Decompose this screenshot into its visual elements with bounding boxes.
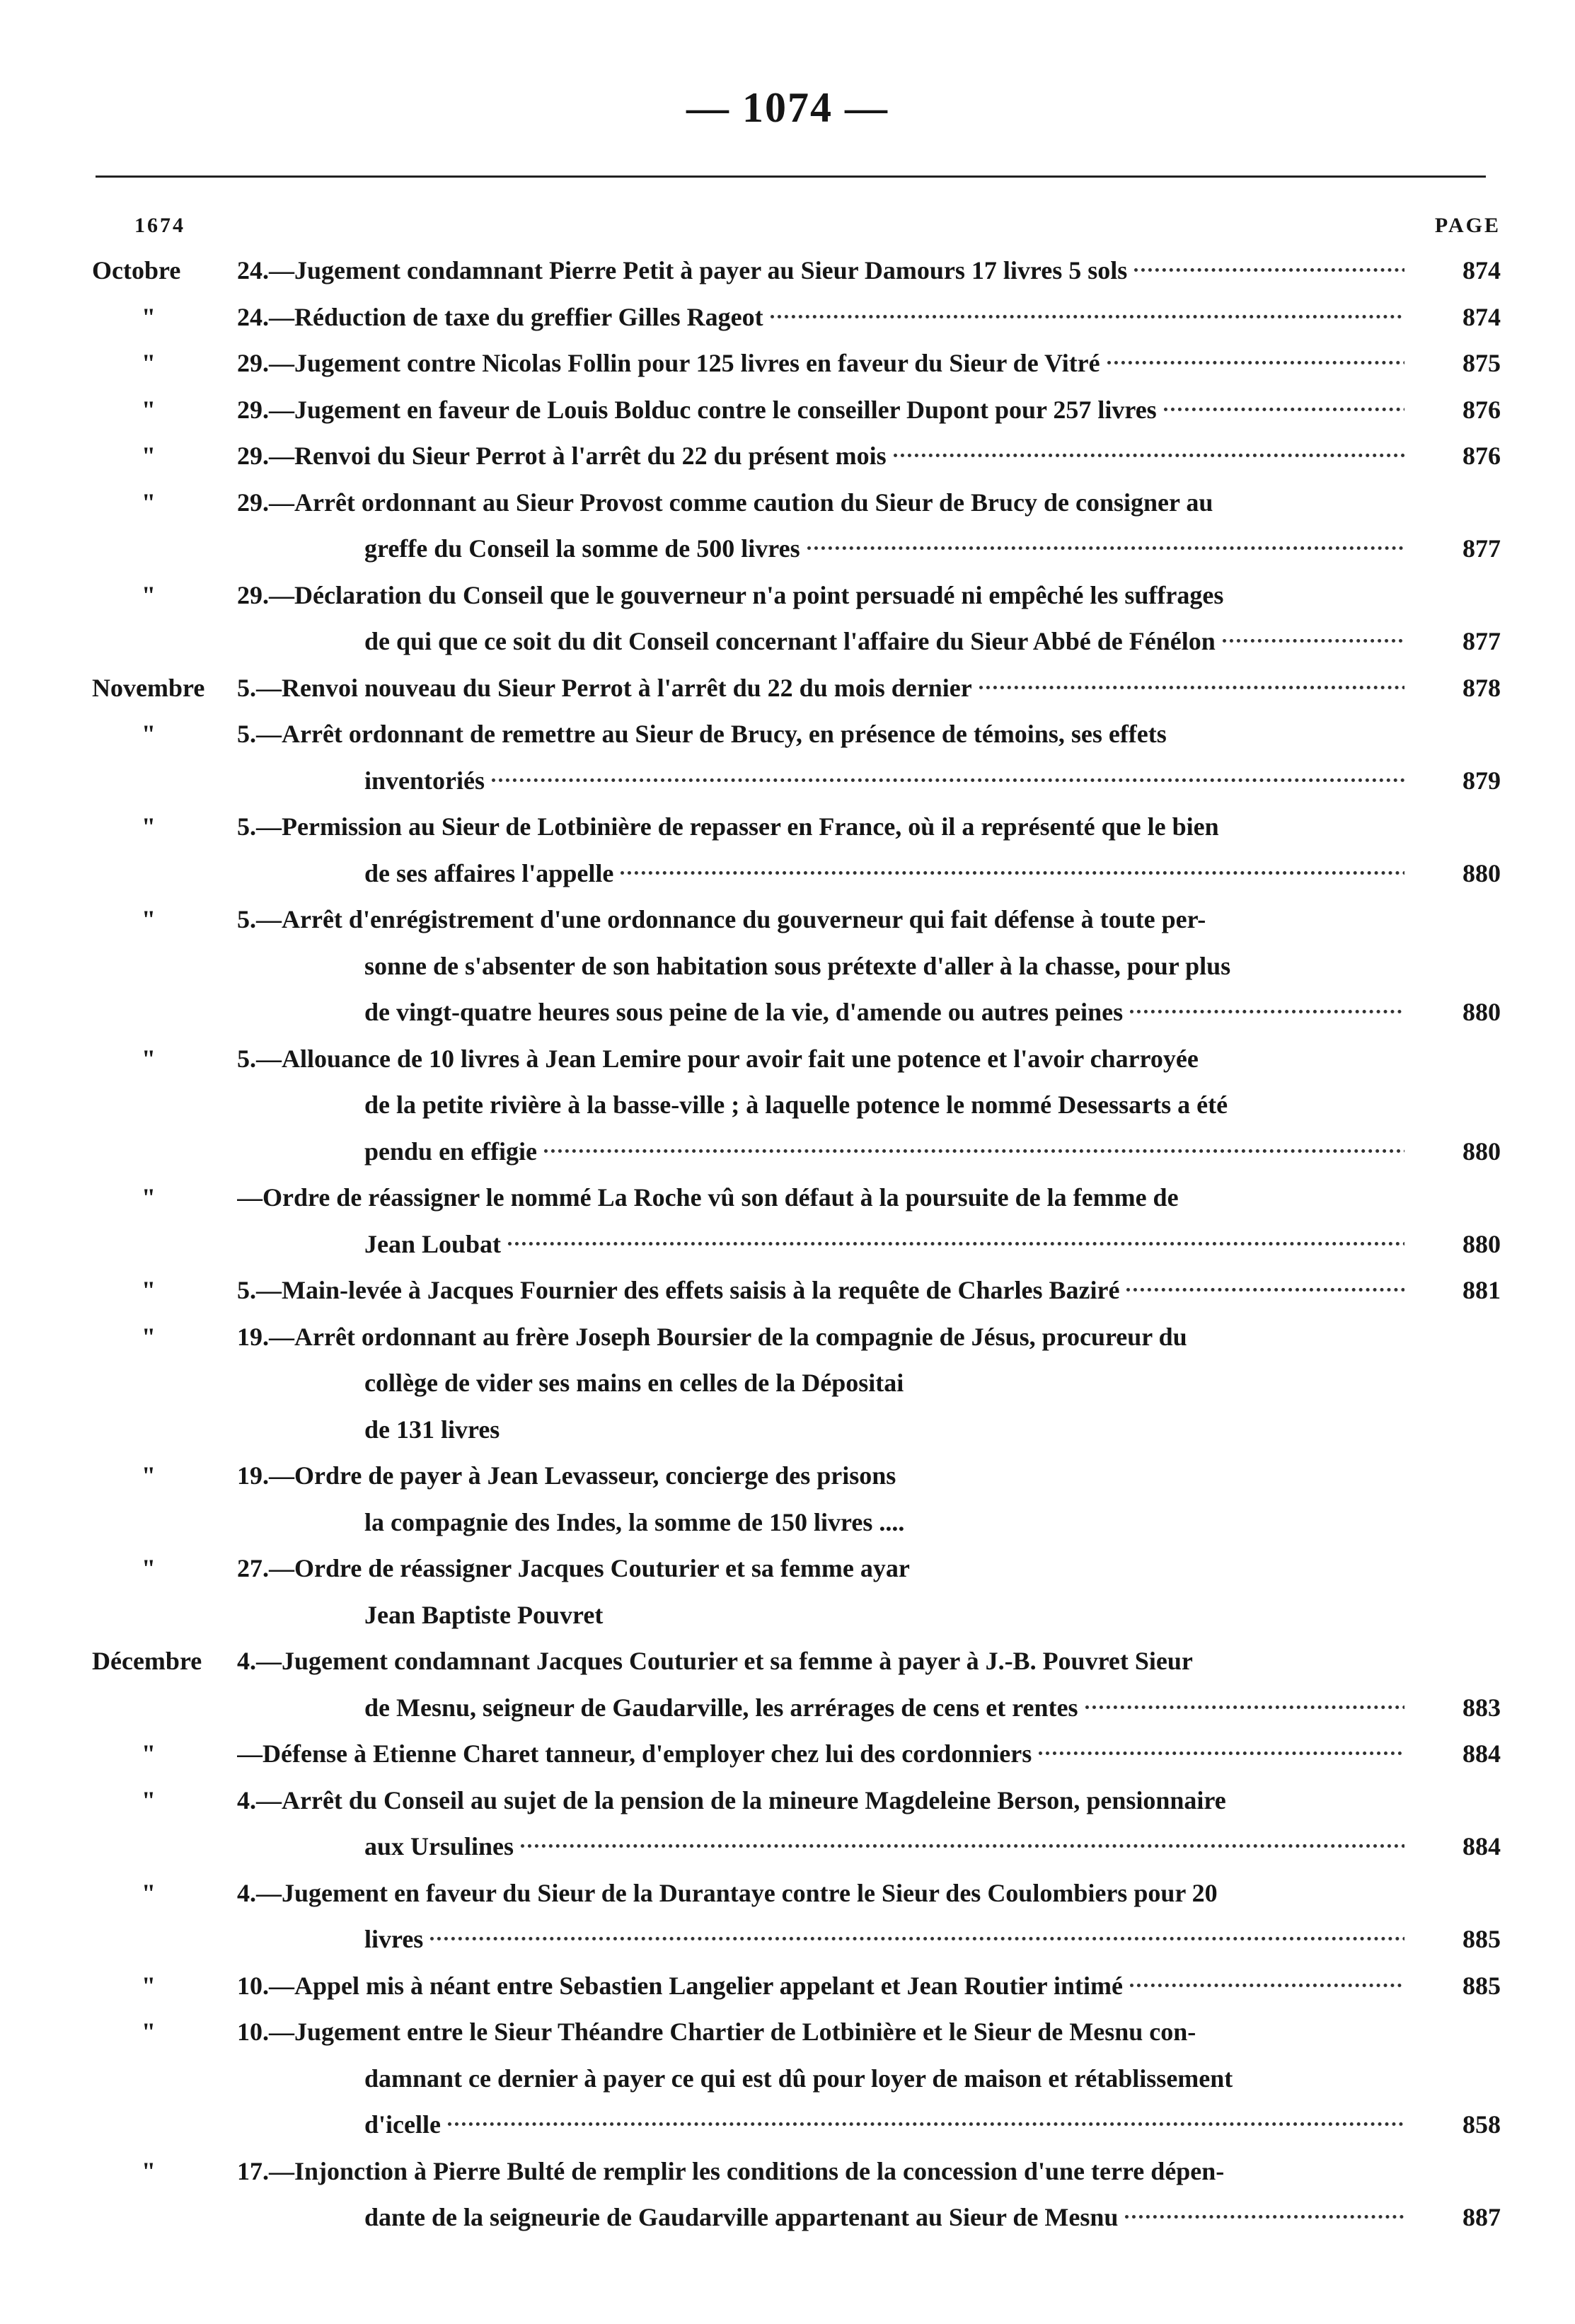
entry-text — [364, 2194, 1404, 2241]
entry-text — [237, 1453, 1404, 1500]
page-reference: 885 — [1462, 1971, 1501, 2000]
entry-line — [0, 2194, 1575, 2241]
entry-text-content: 5.—Allouance de 10 livres à Jean Lemire pour avoir fait une potence et l'avoir charroyée — [237, 1044, 1199, 1073]
list-item — [0, 804, 1575, 897]
entry-text-content: —Ordre de réassigner le nommé La Roche vû son défaut à la poursuite de la femme de — [237, 1183, 1179, 1212]
entry-line — [0, 758, 1575, 805]
entry-line — [0, 1314, 1575, 1361]
entry-text-content: aux Ursulines — [364, 1832, 514, 1860]
ditto-mark: " — [142, 2156, 156, 2185]
ditto-mark: " — [142, 1739, 156, 1768]
entry-text-content: 29.—Jugement en faveur de Louis Bolduc contre le conseiller Dupont pour 257 livres — [237, 395, 1157, 424]
ditto-mark: " — [142, 1183, 156, 1212]
list-item — [0, 1870, 1575, 1963]
entry-text — [237, 1314, 1404, 1361]
entry-line — [0, 1824, 1575, 1870]
entry-text — [364, 2056, 1404, 2102]
entry-text-content: Jean Baptiste Pouvret — [364, 1600, 604, 1629]
dot-leader — [1164, 408, 1404, 411]
page-reference: 880 — [1462, 1137, 1501, 1166]
ditto-mark: " — [142, 580, 156, 609]
entry-text-content: 5.—Renvoi nouveau du Sieur Perrot à l'arrêt du 22 du mois dernier — [237, 673, 972, 702]
page-reference: 880 — [1462, 1229, 1501, 1258]
entry-text-content: sonne de s'absenter de son habitation sous prétexte d'aller à la chasse, pour plus — [364, 951, 1231, 980]
dot-leader — [1130, 1984, 1404, 1987]
page-column-header: PAGE — [1434, 214, 1501, 237]
list-item — [0, 340, 1575, 387]
dot-leader — [1134, 268, 1404, 272]
entry-text — [364, 758, 1404, 805]
dot-leader — [448, 2122, 1404, 2126]
ditto-mark: " — [142, 442, 156, 470]
entry-text-content: 19.—Ordre de payer à Jean Levasseur, concierge des prisons — [237, 1461, 896, 1490]
page-reference: 884 — [1462, 1832, 1501, 1860]
entry-text-content: 5.—Arrêt ordonnant de remettre au Sieur de Brucy, en présence de témoins, ses effets — [237, 720, 1167, 748]
entry-line — [0, 573, 1575, 619]
entry-line — [0, 480, 1575, 527]
dot-leader — [1125, 2215, 1404, 2219]
dot-leader — [544, 1149, 1404, 1153]
entry-text — [237, 573, 1404, 619]
page-number: — 1074 — — [686, 84, 889, 131]
page-reference: 880 — [1462, 858, 1501, 887]
entry-line — [0, 1916, 1575, 1963]
page-reference: 877 — [1462, 534, 1501, 563]
entry-text-content: 29.—Jugement contre Nicolas Follin pour 125 livres en faveur du Sieur de Vitré — [237, 349, 1100, 377]
entry-line — [0, 1360, 1575, 1407]
ditto-mark: " — [142, 905, 156, 933]
entry-line — [0, 1129, 1575, 1175]
entry-text — [237, 711, 1404, 758]
entry-text — [237, 433, 1404, 480]
page-reference: 876 — [1462, 442, 1501, 470]
entry-text — [364, 1916, 1404, 1963]
entry-text — [237, 1638, 1404, 1685]
entry-text — [364, 943, 1404, 990]
entry-text — [237, 1175, 1404, 1221]
entry-text — [364, 1082, 1404, 1129]
entry-text-content: de ses affaires l'appelle — [364, 858, 614, 887]
entry-text — [237, 2148, 1404, 2195]
entry-line — [0, 804, 1575, 851]
entry-text — [237, 480, 1404, 527]
list-item — [0, 1453, 1575, 1546]
list-item — [0, 2148, 1575, 2241]
entry-line — [0, 1546, 1575, 1592]
page-reference: 874 — [1462, 256, 1501, 284]
entry-list — [0, 248, 1575, 2241]
entry-line — [0, 1685, 1575, 1732]
dot-leader — [1223, 639, 1404, 643]
page-reference: 884 — [1462, 1739, 1501, 1768]
entry-text-content: de Mesnu, seigneur de Gaudarville, les arrérages de cens et rentes — [364, 1693, 1078, 1722]
entry-text-content: Jean Loubat — [364, 1229, 502, 1258]
entry-line — [0, 1963, 1575, 2010]
dot-leader — [521, 1844, 1404, 1848]
dot-leader — [1039, 1751, 1404, 1755]
entry-line — [0, 897, 1575, 943]
entry-text-content: 5.—Permission au Sieur de Lotbinière de repasser en France, où il a représenté que le bien — [237, 812, 1219, 841]
list-item — [0, 1036, 1575, 1175]
entry-text-content: 4.—Jugement en faveur du Sieur de la Durantaye contre le Sieur des Coulombiers pour 20 — [237, 1878, 1218, 1907]
dot-leader — [1107, 361, 1404, 364]
entry-text — [364, 1685, 1404, 1732]
entry-text — [237, 1870, 1404, 1917]
ditto-mark: " — [142, 812, 156, 841]
dot-leader — [807, 546, 1404, 550]
entry-line — [0, 1870, 1575, 1917]
page-reference: 887 — [1462, 2203, 1501, 2231]
entry-text-content: de vingt-quatre heures sous peine de la vie, d'amende ou autres peines — [364, 998, 1124, 1026]
list-item — [0, 294, 1575, 341]
entry-text — [237, 1731, 1404, 1778]
entry-line — [0, 1500, 1575, 1546]
page-reference: 880 — [1462, 998, 1501, 1026]
entry-line — [0, 2102, 1575, 2148]
entry-text-content: 19.—Arrêt ordonnant au frère Joseph Boursier de la compagnie de Jésus, procureur du — [237, 1322, 1187, 1351]
entry-line — [0, 851, 1575, 897]
list-item — [0, 1546, 1575, 1638]
entry-text-content: 29.—Arrêt ordonnant au Sieur Provost comme caution du Sieur de Brucy de consigner au — [237, 488, 1213, 517]
entry-text — [364, 1824, 1404, 1870]
entry-line — [0, 1638, 1575, 1685]
dot-leader — [508, 1242, 1404, 1246]
ditto-mark: " — [142, 1461, 156, 1490]
entry-line — [0, 340, 1575, 387]
page-reference: 881 — [1462, 1276, 1501, 1304]
ditto-mark: " — [142, 1322, 156, 1351]
entry-text — [237, 1267, 1404, 1314]
entry-text-content: 10.—Jugement entre le Sieur Théandre Chartier de Lotbinière et le Sieur de Mesnu con- — [237, 2018, 1196, 2046]
entry-text — [237, 665, 1404, 712]
ditto-mark: " — [142, 1785, 156, 1814]
list-item — [0, 711, 1575, 804]
page-reference: 876 — [1462, 395, 1501, 424]
list-item — [0, 1314, 1575, 1454]
entry-text-content: 29.—Déclaration du Conseil que le gouverneur n'a point persuadé ni empêché les suffrages — [237, 580, 1224, 609]
entry-line — [0, 1453, 1575, 1500]
entry-text-content: —Défense à Etienne Charet tanneur, d'employer chez lui des cordonniers — [237, 1739, 1032, 1768]
page-reference: 858 — [1462, 2110, 1501, 2139]
dot-leader — [894, 454, 1404, 457]
entry-text-content: 4.—Jugement condamnant Jacques Couturier et sa femme à payer à J.-B. Pouvret Sieur — [237, 1647, 1193, 1675]
entry-text — [237, 1778, 1404, 1824]
entry-text-content: 4.—Arrêt du Conseil au sujet de la pension de la mineure Magdeleine Berson, pensionnaire — [237, 1785, 1226, 1814]
entry-line — [0, 1267, 1575, 1314]
list-item — [0, 665, 1575, 712]
ditto-mark: " — [142, 1878, 156, 1907]
dot-leader — [979, 686, 1404, 689]
dot-leader — [492, 778, 1404, 782]
entry-text — [237, 1036, 1404, 1083]
entry-text — [364, 1221, 1404, 1268]
entry-line — [0, 1778, 1575, 1824]
entry-line — [0, 248, 1575, 294]
entry-line — [0, 433, 1575, 480]
entry-text — [237, 2009, 1404, 2056]
ditto-mark: " — [142, 488, 156, 517]
dot-leader — [771, 315, 1404, 318]
entry-text — [237, 340, 1404, 387]
entry-text — [364, 619, 1404, 665]
month-label: Décembre — [92, 1647, 202, 1675]
list-item — [0, 897, 1575, 1036]
month-label: Novembre — [92, 673, 205, 702]
entry-line — [0, 619, 1575, 665]
entry-line — [0, 1036, 1575, 1083]
entry-line — [0, 1175, 1575, 1221]
entry-text-content: dante de la seigneurie de Gaudarville appartenant au Sieur de Mesnu — [364, 2203, 1119, 2231]
list-item — [0, 387, 1575, 434]
header-rule — [96, 176, 1486, 178]
entry-text-content: livres — [364, 1925, 424, 1953]
entry-text-content: 5.—Main-levée à Jacques Fournier des effets saisis à la requête de Charles Baziré — [237, 1276, 1120, 1304]
page-reference: 877 — [1462, 627, 1501, 655]
entry-text — [364, 989, 1404, 1036]
list-item — [0, 1778, 1575, 1870]
entry-text-content: 24.—Jugement condamnant Pierre Petit à payer au Sieur Damours 17 livres 5 sols — [237, 256, 1128, 284]
entry-text — [237, 294, 1404, 341]
page-reference: 879 — [1462, 766, 1501, 795]
entry-text-content: 17.—Injonction à Pierre Bulté de remplir les conditions de la concession d'une terre dépen- — [237, 2156, 1225, 2185]
page-reference: 883 — [1462, 1693, 1501, 1722]
entry-text — [364, 526, 1404, 573]
entry-text-content: la compagnie des Indes, la somme de 150 livres .... — [364, 1507, 905, 1536]
dot-leader — [1085, 1705, 1404, 1709]
dot-leader — [621, 871, 1404, 875]
ditto-mark: " — [142, 302, 156, 331]
entry-text — [364, 1407, 1404, 1454]
page-reference: 874 — [1462, 302, 1501, 331]
ditto-mark: " — [142, 395, 156, 424]
entry-text-content: 27.—Ordre de réassigner Jacques Couturier et sa femme ayar — [237, 1554, 910, 1582]
ditto-mark: " — [142, 1044, 156, 1073]
entry-text — [237, 387, 1404, 434]
entry-text — [237, 248, 1404, 294]
ditto-mark: " — [142, 1971, 156, 2000]
entry-text-content: 5.—Arrêt d'enrégistrement d'une ordonnance du gouverneur qui fait défense à toute per- — [237, 905, 1206, 933]
entry-text — [364, 1500, 1404, 1546]
entry-line — [0, 943, 1575, 990]
entry-text-content: de qui que ce soit du dit Conseil concernant l'affaire du Sieur Abbé de Fénélon — [364, 627, 1216, 655]
dot-leader — [1126, 1288, 1404, 1292]
ditto-mark: " — [142, 720, 156, 748]
entry-line — [0, 1082, 1575, 1129]
list-item — [0, 1175, 1575, 1267]
list-item — [0, 248, 1575, 294]
page-reference: 875 — [1462, 349, 1501, 377]
page-reference: 878 — [1462, 673, 1501, 702]
entry-text — [364, 1592, 1404, 1639]
entry-text-content: pendu en effigie — [364, 1137, 538, 1166]
entry-line — [0, 1731, 1575, 1778]
entry-line — [0, 711, 1575, 758]
entry-text-content: 29.—Renvoi du Sieur Perrot à l'arrêt du 22 du présent mois — [237, 442, 887, 470]
entry-text-content: greffe du Conseil la somme de 500 livres — [364, 534, 800, 563]
entry-text-content: de 131 livres — [364, 1415, 500, 1444]
entry-text-content: d'icelle — [364, 2110, 441, 2139]
list-item — [0, 480, 1575, 573]
ditto-mark: " — [142, 2018, 156, 2046]
entry-text-content: collège de vider ses mains en celles de la Dépositai — [364, 1369, 904, 1397]
entry-text — [364, 1129, 1404, 1175]
month-label: Octobre — [92, 256, 181, 284]
ditto-mark: " — [142, 1554, 156, 1582]
ditto-mark: " — [142, 1276, 156, 1304]
entry-line — [0, 2148, 1575, 2195]
entry-line — [0, 526, 1575, 573]
entry-line — [0, 665, 1575, 712]
entry-text-content: 24.—Réduction de taxe du greffier Gilles Rageot — [237, 302, 763, 331]
entry-text-content: damnant ce dernier à payer ce qui est dû pour loyer de maison et rétablissement — [364, 2064, 1233, 2093]
entry-text — [237, 1546, 1404, 1592]
entry-text-content: 10.—Appel mis à néant entre Sebastien Langelier appelant et Jean Routier intimé — [237, 1971, 1123, 2000]
entry-text-content: de la petite rivière à la basse-ville ; à laquelle potence le nommé Desessarts a été — [364, 1091, 1228, 1119]
entry-text — [237, 897, 1404, 943]
entry-line — [0, 1221, 1575, 1268]
entry-line — [0, 294, 1575, 341]
entry-line — [0, 387, 1575, 434]
list-item — [0, 433, 1575, 480]
entry-line — [0, 1407, 1575, 1454]
dot-leader — [1130, 1010, 1404, 1013]
list-item — [0, 1267, 1575, 1314]
entry-text — [237, 804, 1404, 851]
entry-text — [237, 1963, 1404, 2010]
entry-line — [0, 2009, 1575, 2056]
entry-line — [0, 2056, 1575, 2102]
dot-leader — [430, 1937, 1404, 1940]
entry-text — [364, 1360, 1404, 1407]
year-column-header: 1674 — [134, 214, 185, 237]
page-reference: 885 — [1462, 1925, 1501, 1953]
entry-text-content: inventoriés — [364, 766, 485, 795]
list-item — [0, 1963, 1575, 2010]
entry-text — [364, 851, 1404, 897]
entry-line — [0, 1592, 1575, 1639]
entry-line — [0, 989, 1575, 1036]
list-item — [0, 2009, 1575, 2148]
entry-text — [364, 2102, 1404, 2148]
ditto-mark: " — [142, 349, 156, 377]
list-item — [0, 573, 1575, 665]
list-item — [0, 1638, 1575, 1731]
list-item — [0, 1731, 1575, 1778]
